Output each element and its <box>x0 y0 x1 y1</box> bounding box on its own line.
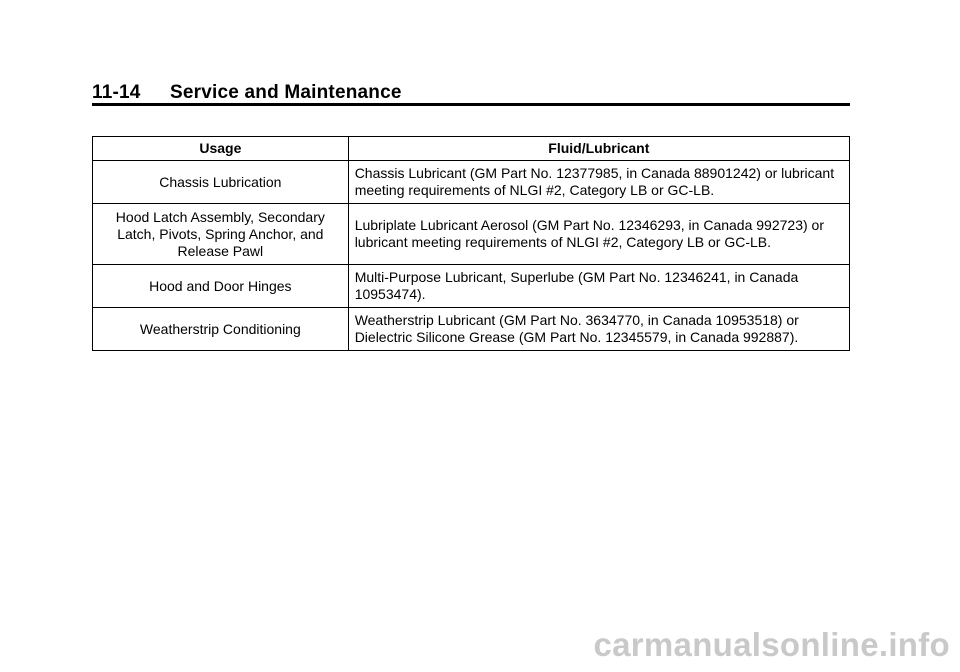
usage-cell: Hood Latch Assembly, Secondary Latch, Pivots, Spring Anchor, and Release Pawl <box>93 204 349 265</box>
fluid-cell: Chassis Lubricant (GM Part No. 12377985, in Canada 88901242) or lubricant meeting requirements of NLGI #2, Category LB or GC-LB. <box>348 161 849 204</box>
fluid-cell: Lubriplate Lubricant Aerosol (GM Part No. 12346293, in Canada 992723) or lubricant meeting requirements of NLGI #2, Category LB or GC-LB. <box>348 204 849 265</box>
table-row <box>93 265 850 308</box>
header-rule <box>92 103 850 106</box>
usage-cell: Chassis Lubrication <box>93 161 349 204</box>
section-title: Service and Maintenance <box>170 82 402 103</box>
lubricant-table <box>92 136 850 351</box>
table-row <box>93 204 850 265</box>
table-row <box>93 308 850 351</box>
usage-cell: Weatherstrip Conditioning <box>93 308 349 351</box>
table-header-row <box>93 137 850 161</box>
column-header-usage: Usage <box>93 137 349 161</box>
fluid-cell: Multi-Purpose Lubricant, Superlube (GM Part No. 12346241, in Canada 10953474). <box>348 265 849 308</box>
fluid-cell: Weatherstrip Lubricant (GM Part No. 3634770, in Canada 10953518) or Dielectric Silicone Grease (GM Part No. 12345579, in Canada 992887). <box>348 308 849 351</box>
page-number: 11-14 <box>92 82 141 103</box>
column-header-fluid: Fluid/Lubricant <box>348 137 849 161</box>
watermark: carmanualsonline.info <box>593 626 950 663</box>
usage-cell: Hood and Door Hinges <box>93 265 349 308</box>
table-row <box>93 161 850 204</box>
